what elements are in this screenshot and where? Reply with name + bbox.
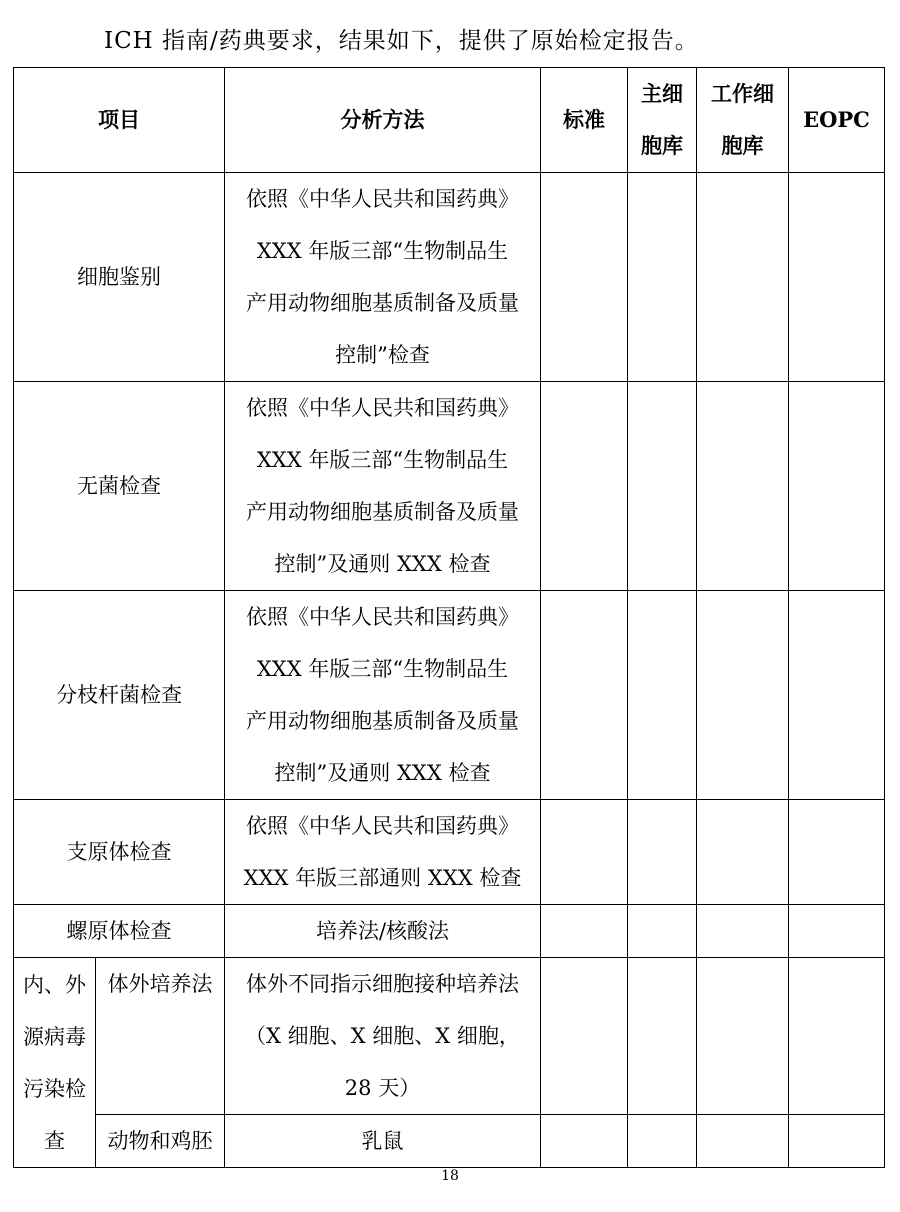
eopc-cell [789, 173, 885, 382]
virus-group-label [14, 958, 96, 1168]
sub-item-cell: 动物和鸡胚 [96, 1115, 225, 1168]
mcb-cell [628, 173, 697, 382]
virus-group-label-line: 污染检 [23, 1076, 86, 1101]
sub-item-cell: 体外培养法 [96, 958, 225, 1115]
wcb-cell [697, 173, 789, 382]
method-line: 产用动物细胞基质制备及质量 [246, 291, 519, 315]
item-cell: 分枝杆菌检查 [14, 591, 225, 800]
header-standard: 标准 [541, 68, 628, 173]
standard-cell [541, 382, 628, 591]
method-line: 控制”检查 [335, 343, 430, 367]
mcb-cell [628, 800, 697, 905]
method-line: XXX 年版三部通则 XXX 检查 [243, 866, 522, 890]
method-line: 乳鼠 [361, 1129, 404, 1153]
header-wcb-line: 工作细 [711, 81, 774, 106]
virus-group-label-line: 源病毒 [23, 1024, 86, 1049]
page-number: 18 [441, 1168, 459, 1184]
wcb-cell [697, 958, 789, 1115]
eopc-cell [789, 905, 885, 958]
method-line: XXX 年版三部“生物制品生 [256, 448, 509, 472]
header-mcb-line: 胞库 [641, 133, 683, 158]
wcb-cell [697, 1115, 789, 1168]
intro-text: ICH 指南/药典要求，结果如下，提供了原始检定报告。 [104, 28, 699, 54]
header-row [14, 68, 885, 173]
header-eopc: EOPC [789, 68, 885, 173]
cell-bank-test-table [13, 67, 885, 1168]
method-cell [225, 1115, 541, 1168]
virus-group-label-line: 查 [44, 1128, 65, 1153]
table-row [14, 382, 885, 591]
method-cell [225, 800, 541, 905]
virus-group-label-line: 内、外 [23, 972, 86, 997]
method-line: XXX 年版三部“生物制品生 [256, 239, 509, 263]
table-row [14, 905, 885, 958]
mcb-cell [628, 958, 697, 1115]
method-line: 依照《中华人民共和国药典》 [246, 396, 519, 420]
item-cell: 支原体检查 [14, 800, 225, 905]
eopc-cell [789, 382, 885, 591]
method-line: 控制”及通则 XXX 检查 [274, 552, 491, 576]
item-cell: 螺原体检查 [14, 905, 225, 958]
standard-cell [541, 958, 628, 1115]
mcb-cell [628, 905, 697, 958]
standard-cell [541, 591, 628, 800]
method-line: 控制”及通则 XXX 检查 [274, 761, 491, 785]
eopc-cell [789, 591, 885, 800]
table-row [14, 1115, 885, 1168]
mcb-cell [628, 382, 697, 591]
method-line: 28 天） [344, 1076, 421, 1100]
method-cell [225, 382, 541, 591]
header-item: 项目 [14, 68, 225, 173]
method-cell [225, 591, 541, 800]
method-cell [225, 905, 541, 958]
standard-cell [541, 905, 628, 958]
method-line: 依照《中华人民共和国药典》 [246, 814, 519, 838]
method-line: 产用动物细胞基质制备及质量 [246, 709, 519, 733]
eopc-cell [789, 1115, 885, 1168]
header-method: 分析方法 [225, 68, 541, 173]
method-line: 体外不同指示细胞接种培养法 [246, 972, 519, 996]
table-row [14, 591, 885, 800]
wcb-cell [697, 800, 789, 905]
method-line: 产用动物细胞基质制备及质量 [246, 500, 519, 524]
table-row [14, 800, 885, 905]
method-line: 依照《中华人民共和国药典》 [246, 605, 519, 629]
method-line: 培养法/核酸法 [315, 919, 450, 943]
mcb-cell [628, 1115, 697, 1168]
method-line: XXX 年版三部“生物制品生 [256, 657, 509, 681]
eopc-cell [789, 800, 885, 905]
wcb-cell [697, 591, 789, 800]
item-cell: 无菌检查 [14, 382, 225, 591]
header-master-cell-bank [628, 68, 697, 173]
table-row [14, 958, 885, 1115]
header-wcb-line: 胞库 [721, 133, 764, 158]
standard-cell [541, 1115, 628, 1168]
method-line: 依照《中华人民共和国药典》 [246, 187, 519, 211]
mcb-cell [628, 591, 697, 800]
method-cell [225, 173, 541, 382]
standard-cell [541, 800, 628, 905]
method-line: （X 细胞、X 细胞、X 细胞， [245, 1024, 520, 1048]
header-working-cell-bank [697, 68, 789, 173]
header-mcb-line: 主细 [641, 81, 683, 106]
eopc-cell [789, 958, 885, 1115]
method-cell [225, 958, 541, 1115]
item-cell: 细胞鉴别 [14, 173, 225, 382]
table-row [14, 173, 885, 382]
wcb-cell [697, 905, 789, 958]
standard-cell [541, 173, 628, 382]
wcb-cell [697, 382, 789, 591]
